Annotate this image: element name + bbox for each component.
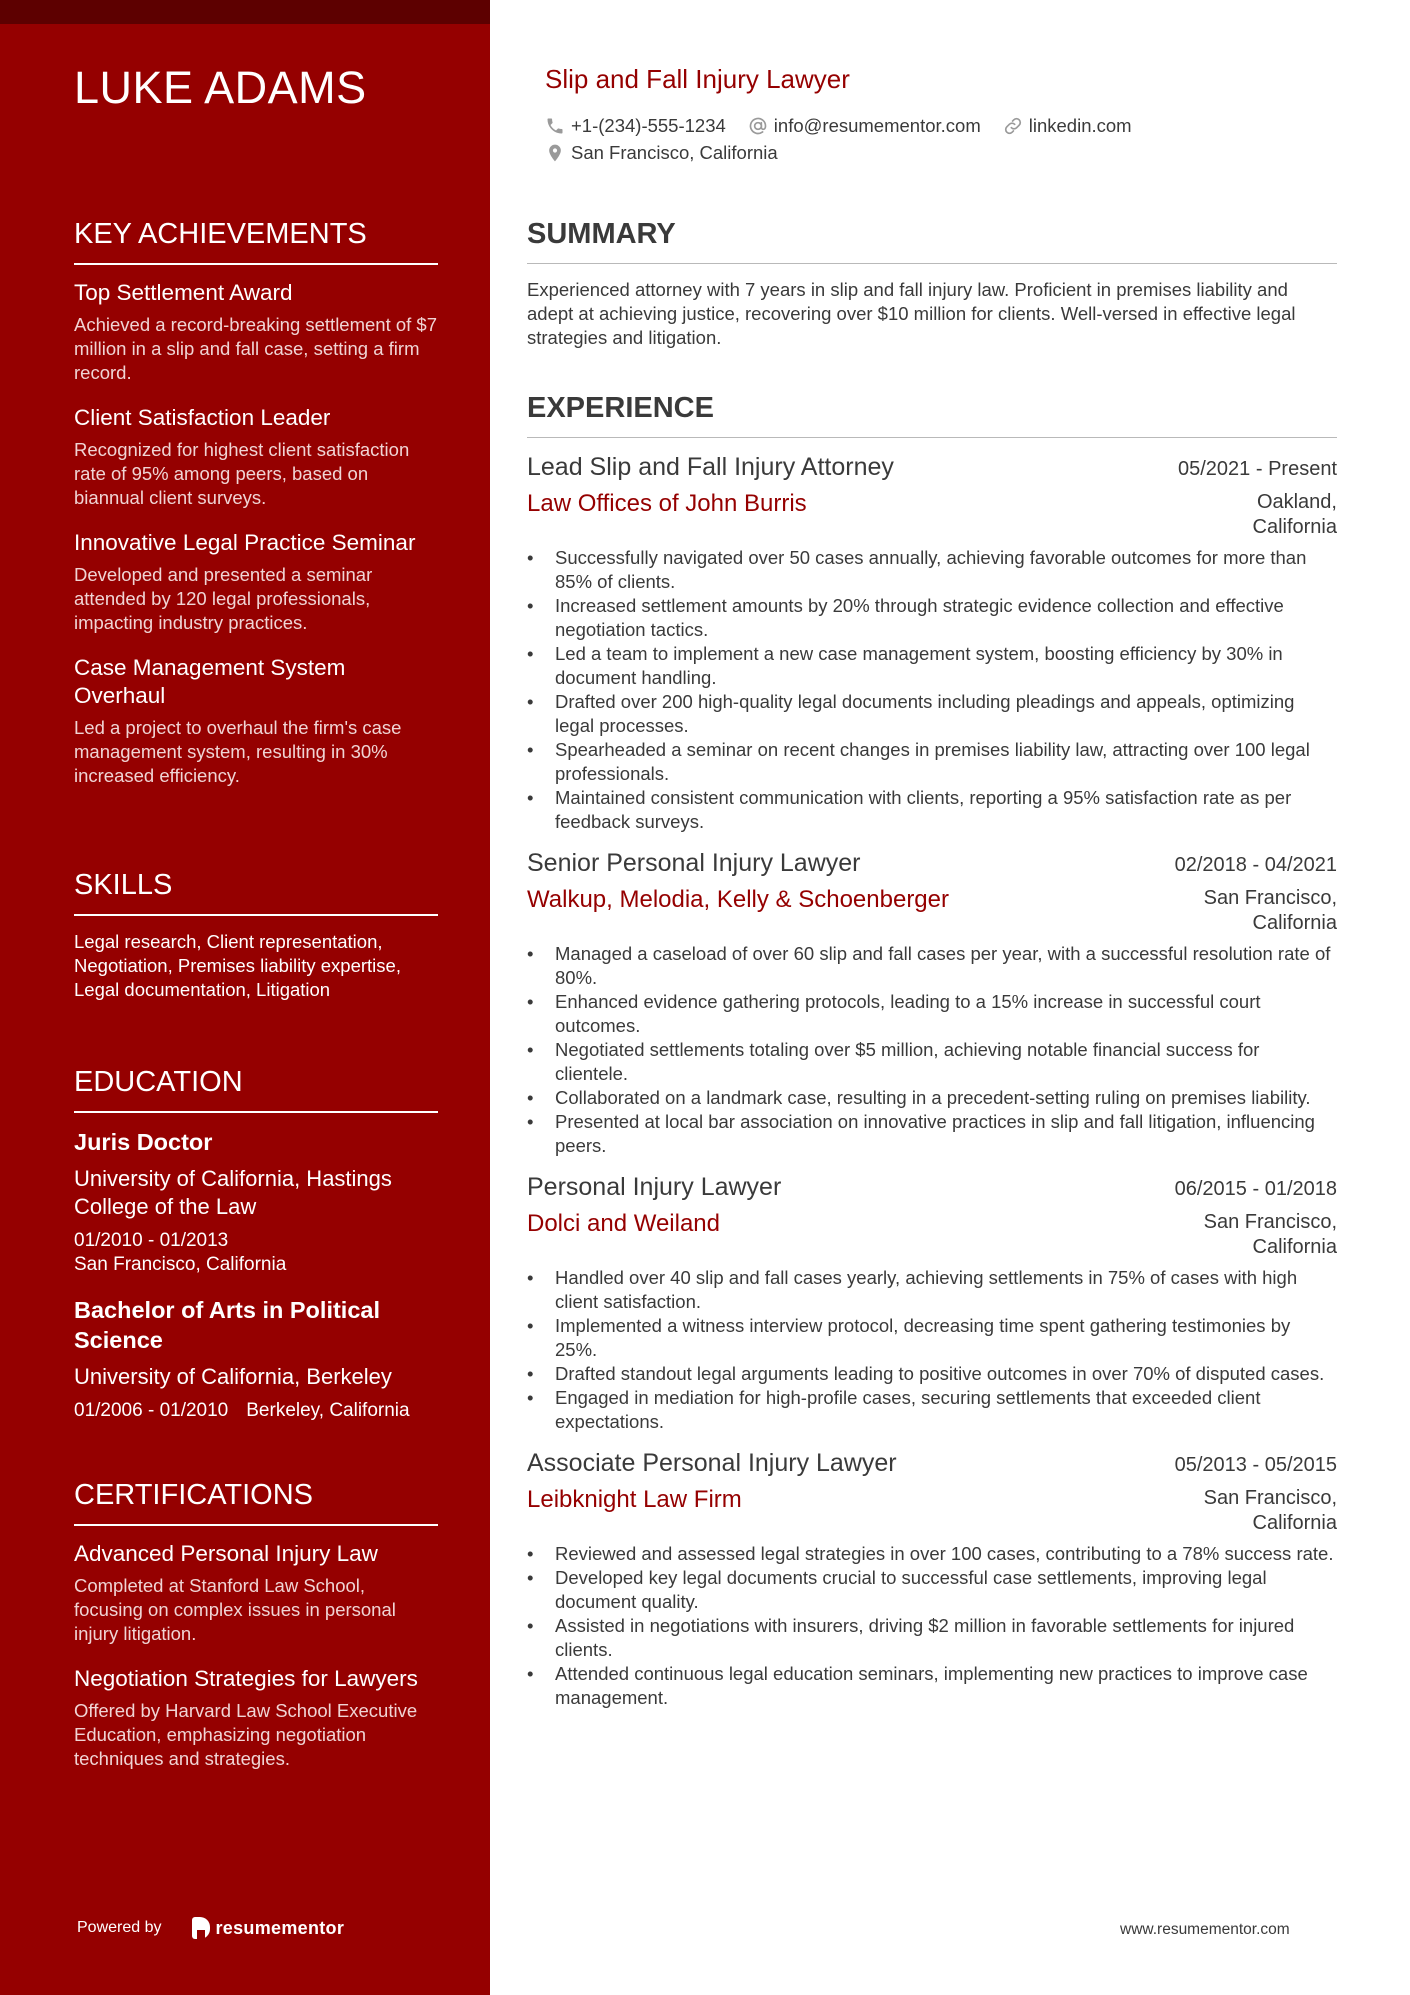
- achievement-desc: Recognized for highest client satisfaction rate of 95% among peers, based on biannual client surveys.: [74, 439, 410, 508]
- education-degree: Juris Doctor: [74, 1129, 213, 1155]
- achievement-item: [74, 654, 438, 788]
- education-location: San Francisco, California: [74, 1254, 287, 1275]
- education-meta: [74, 1399, 438, 1423]
- job-dates: 06/2015 - 01/2018: [1174, 1178, 1337, 1200]
- achievement-desc: Led a project to overhaul the firm's case management system, resulting in 30% increased efficiency.: [74, 717, 402, 786]
- job-bullets: [527, 1266, 1337, 1434]
- education-meta: [74, 1229, 438, 1277]
- achievements-heading: KEY ACHIEVEMENTS: [74, 218, 438, 265]
- experience-item: [527, 452, 1337, 834]
- email-text: info@resumementor.com: [773, 114, 981, 136]
- education-degree: Bachelor of Arts in Political Science: [74, 1297, 380, 1353]
- achievement-item: [74, 404, 438, 510]
- job-dates: 05/2013 - 05/2015: [1174, 1454, 1337, 1476]
- job-bullet: • Spearheaded a seminar on recent changes in premises liability law, attracting over 100 legal professionals.: [527, 738, 1337, 786]
- summary-section: [527, 218, 1337, 350]
- job-bullet: • Presented at local bar association on innovative practices in slip and fall litigation, influencing peers.: [527, 1110, 1337, 1158]
- headline-job-title: Slip and Fall Injury Lawyer: [545, 64, 850, 94]
- certification-item: [74, 1540, 438, 1646]
- achievement-title: Client Satisfaction Leader: [74, 405, 331, 430]
- sidebar-top-bar: [0, 0, 490, 24]
- job-bullet: • Reviewed and assessed legal strategies in over 100 cases, contributing to a 78% success rate.: [527, 1542, 1337, 1566]
- contact-row: [545, 112, 1337, 139]
- experience-section: [527, 392, 1337, 1724]
- education-section: [74, 1066, 438, 1441]
- job-bullet: • Assisted in negotiations with insurers, driving $2 million in favorable settlements for injured clients.: [527, 1614, 1337, 1662]
- sidebar: [0, 0, 490, 1995]
- certifications-heading: CERTIFICATIONS: [74, 1479, 438, 1526]
- contact-info: [545, 112, 1337, 166]
- phone-icon: [545, 116, 565, 136]
- phone-text: +1-(234)-555-1234: [571, 114, 726, 136]
- experience-item: [527, 1448, 1337, 1710]
- brand-name: resumementor: [215, 1917, 345, 1938]
- job-bullet: • Handled over 40 slip and fall cases yearly, achieving settlements in 75% of cases with high client satisfaction.: [527, 1266, 1337, 1314]
- job-bullet: • Implemented a witness interview protocol, decreasing time spent gathering testimonies by 25%.: [527, 1314, 1337, 1362]
- certifications-section: [74, 1479, 438, 1790]
- brand-logo-icon: [192, 1917, 210, 1939]
- job-role: Associate Personal Injury Lawyer: [527, 1449, 897, 1477]
- skills-list: Legal research, Client representation, Negotiation, Premises liability expertise, Legal documentation, Litigation: [74, 931, 401, 1000]
- linkedin-text: linkedin.com: [1028, 114, 1132, 136]
- job-company: Law Offices of John Burris: [527, 490, 807, 517]
- location-text: San Francisco, California: [571, 141, 778, 163]
- education-item: [74, 1295, 438, 1423]
- job-bullet: • Drafted over 200 high-quality legal documents including pleadings and appeals, optimizing legal processes.: [527, 690, 1337, 738]
- contact-email[interactable]: [748, 115, 981, 137]
- job-bullet: • Developed key legal documents crucial to successful case settlements, improving legal document quality.: [527, 1566, 1337, 1614]
- experience-heading: EXPERIENCE: [527, 392, 1337, 438]
- skills-heading: SKILLS: [74, 869, 438, 916]
- job-company: Leibknight Law Firm: [527, 1486, 742, 1513]
- contact-row: [545, 139, 1337, 166]
- job-bullet: • Engaged in mediation for high-profile cases, securing settlements that exceeded client expectations.: [527, 1386, 1337, 1434]
- education-location: Berkeley, California: [246, 1400, 410, 1421]
- job-role: Senior Personal Injury Lawyer: [527, 849, 861, 877]
- achievement-title: Top Settlement Award: [74, 280, 293, 305]
- summary-heading: SUMMARY: [527, 218, 1337, 264]
- job-bullet: • Enhanced evidence gathering protocols, leading to a 15% increase in successful court outcomes.: [527, 990, 1337, 1038]
- job-bullet: • Collaborated on a landmark case, resulting in a precedent-setting ruling on premises liability.: [527, 1086, 1337, 1110]
- experience-item: [527, 848, 1337, 1158]
- job-company: Dolci and Weiland: [527, 1210, 720, 1237]
- job-bullets: [527, 546, 1337, 834]
- achievement-title: Case Management System Overhaul: [74, 655, 346, 708]
- job-bullet: • Managed a caseload of over 60 slip and fall cases per year, with a successful resolution rate of 80%.: [527, 942, 1337, 990]
- contact-phone[interactable]: [545, 115, 726, 137]
- education-school: University of California, Hastings College of the Law: [74, 1166, 392, 1219]
- achievement-item: [74, 279, 438, 385]
- education-dates: 01/2006 - 01/2010: [74, 1400, 229, 1421]
- certification-desc: Completed at Stanford Law School, focusing on complex issues in personal injury litigation.: [74, 1575, 396, 1644]
- achievement-desc: Developed and presented a seminar attended by 120 legal professionals, impacting industry practices.: [74, 564, 373, 633]
- certification-title: Advanced Personal Injury Law: [74, 1541, 378, 1566]
- footer-url[interactable]: www.resumementor.com: [1120, 1921, 1290, 1938]
- job-bullets: [527, 942, 1337, 1158]
- education-school: University of California, Berkeley: [74, 1364, 392, 1389]
- experience-item: [527, 1172, 1337, 1434]
- job-bullet: • Drafted standout legal arguments leading to positive outcomes in over 70% of disputed cases.: [527, 1362, 1337, 1386]
- job-location: Oakland, California: [1252, 491, 1337, 538]
- job-location: San Francisco, California: [1203, 1211, 1337, 1258]
- achievement-desc: Achieved a record-breaking settlement of $7 million in a slip and fall case, setting a firm record.: [74, 314, 438, 383]
- job-role: Lead Slip and Fall Injury Attorney: [527, 453, 894, 481]
- skills-section: [74, 869, 438, 1002]
- education-item: [74, 1127, 438, 1277]
- achievement-item: [74, 529, 438, 635]
- education-dates: 01/2010 - 01/2013: [74, 1230, 229, 1251]
- job-dates: 05/2021 - Present: [1178, 458, 1337, 480]
- job-location: San Francisco, California: [1203, 1487, 1337, 1534]
- job-bullet: • Negotiated settlements totaling over $5 million, achieving notable financial success for clientele.: [527, 1038, 1337, 1086]
- certification-item: [74, 1665, 438, 1771]
- contact-linkedin[interactable]: [1003, 115, 1132, 137]
- achievements-section: [74, 218, 438, 807]
- job-company: Walkup, Melodia, Kelly & Schoenberger: [527, 886, 949, 913]
- job-location: San Francisco, California: [1203, 887, 1337, 934]
- job-bullet: • Increased settlement amounts by 20% through strategic evidence collection and effective negotiation tactics.: [527, 594, 1337, 642]
- powered-by: [77, 1917, 344, 1939]
- certification-title: Negotiation Strategies for Lawyers: [74, 1666, 418, 1691]
- location-pin-icon: [545, 143, 565, 163]
- job-bullet: • Successfully navigated over 50 cases annually, achieving favorable outcomes for more than 85% of clients.: [527, 546, 1337, 594]
- education-heading: EDUCATION: [74, 1066, 438, 1113]
- achievement-title: Innovative Legal Practice Seminar: [74, 530, 416, 555]
- candidate-name: LUKE ADAMS: [74, 62, 367, 113]
- job-role: Personal Injury Lawyer: [527, 1173, 782, 1201]
- certification-desc: Offered by Harvard Law School Executive Education, emphasizing negotiation techniques and strategies.: [74, 1700, 418, 1769]
- link-icon: [1003, 116, 1023, 136]
- at-icon: [748, 116, 768, 136]
- contact-location: [545, 142, 778, 164]
- job-dates: 02/2018 - 04/2021: [1174, 854, 1337, 876]
- powered-by-label: Powered by: [77, 1919, 162, 1936]
- summary-text: Experienced attorney with 7 years in slip and fall injury law. Proficient in premises liability and adept at achieving justice, recovering over $10 million for clients. Well-versed in effective legal strategies and litigation.: [527, 279, 1296, 348]
- job-bullet: • Maintained consistent communication with clients, reporting a 95% satisfaction rate as per feedback surveys.: [527, 786, 1337, 834]
- brand-logo[interactable]: [192, 1917, 345, 1939]
- job-bullet: • Led a team to implement a new case management system, boosting efficiency by 30% in document handling.: [527, 642, 1337, 690]
- job-bullet: • Attended continuous legal education seminars, implementing new practices to improve case management.: [527, 1662, 1337, 1710]
- job-bullets: [527, 1542, 1337, 1710]
